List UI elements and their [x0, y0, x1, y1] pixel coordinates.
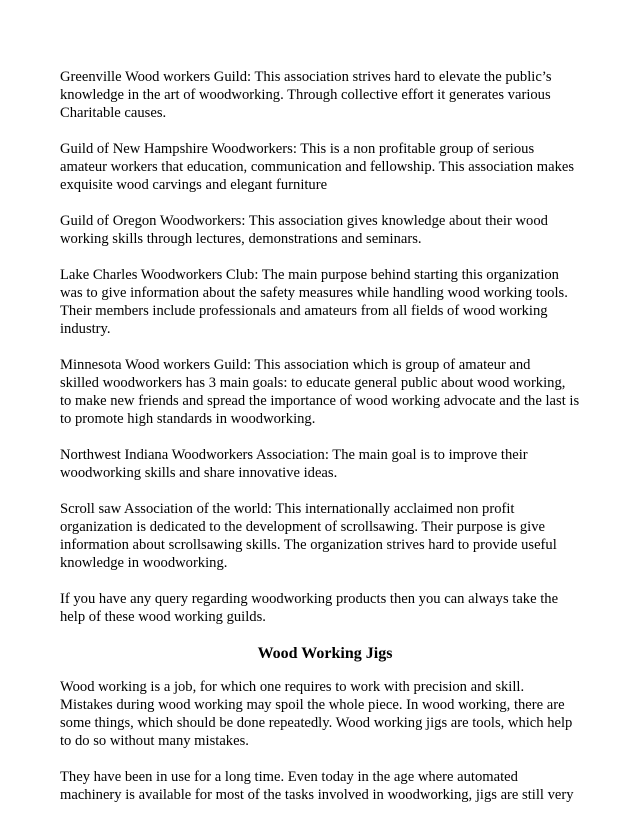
- paragraph-jigs-intro: Wood working is a job, for which one requires to work with precision and skill. Mistakes during wood working may spoil the whole piece. In wood working, there are some things, which should be done repeatedly. Wood working jigs are tools, which help to do so without many mistakes.: [60, 679, 573, 749]
- paragraph-jigs-history: They have been in use for a long time. Even today in the age where automated machinery is available for most of the tasks involved in woodworking, jigs are still very: [60, 769, 574, 803]
- section-heading: Wood Working Jigs: [257, 645, 393, 662]
- paragraph-lake-charles-club: Lake Charles Woodworkers Club: The main purpose behind starting this organization was to give information about the safety measures while handling wood working tools. Their members include professionals and amateurs from all fields of wood working industry.: [60, 267, 568, 337]
- paragraph-northwest-indiana-association: Northwest Indiana Woodworkers Association: The main goal is to improve their woodworking skills and share innovative ideas.: [60, 447, 528, 481]
- paragraph-greenville-guild: Greenville Wood workers Guild: This association strives hard to elevate the public’s knowledge in the art of woodworking. Through collective effort it generates various Charitable causes.: [60, 69, 552, 121]
- paragraph-oregon-guild: Guild of Oregon Woodworkers: This association gives knowledge about their wood working skills through lectures, demonstrations and seminars.: [60, 213, 548, 247]
- paragraph-minnesota-guild: Minnesota Wood workers Guild: This association which is group of amateur and skilled woodworkers has 3 main goals: to educate general public about wood working, to make new friends and spread the importance of wood working advocate and the last is to promote high standards in woodworking.: [60, 357, 580, 427]
- paragraph-scroll-saw-association: Scroll saw Association of the world: This internationally acclaimed non profit organization is dedicated to the development of scrollsawing. Their purpose is give information about scrollsawing skills. The organization strives hard to provide useful knowledge in woodworking.: [60, 501, 557, 571]
- document-body: [60, 68, 590, 822]
- paragraph-query-help: If you have any query regarding woodworking products then you can always take the help of these wood working guilds.: [60, 591, 559, 625]
- paragraph-new-hampshire-guild: Guild of New Hampshire Woodworkers: This is a non profitable group of serious amateur workers that education, communication and fellowship. This association makes exquisite wood carvings and elegant furniture: [60, 141, 575, 193]
